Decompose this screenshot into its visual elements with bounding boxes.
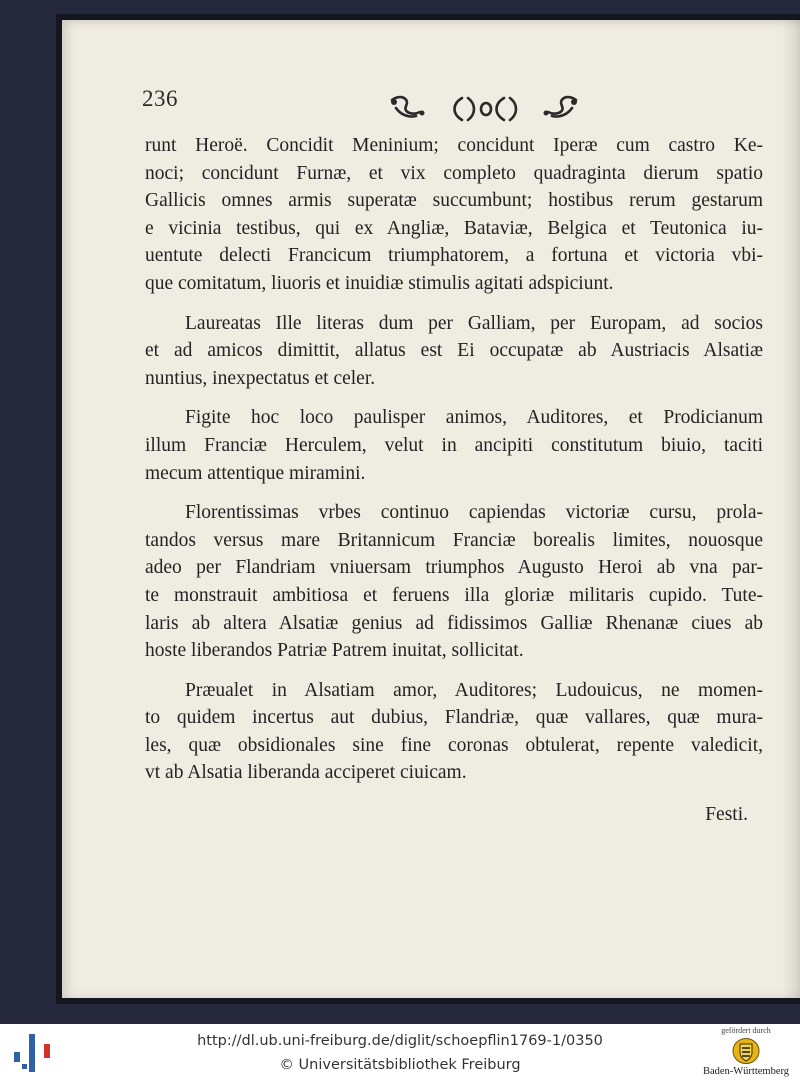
page-body bbox=[145, 132, 763, 799]
text-line: illum Franciæ Herculem, velut in ancipiti constitutum biuio, taciti bbox=[145, 434, 763, 456]
text-line: que comitatum, liuoris et inuidiæ stimulis agitati adspiciunt. bbox=[145, 272, 614, 294]
text-line: Gallicis omnes armis superatæ succumbunt; hostibus rerum gestarum bbox=[145, 190, 763, 212]
copyright-notice: © Universitätsbibliothek Freiburg bbox=[279, 1057, 521, 1073]
paragraph bbox=[145, 499, 763, 665]
text-line: uentute delecti Francicum triumphatorem, a fortuna et victoria vbi- bbox=[145, 245, 763, 267]
text-line: Laureatas Ille literas dum per Galliam, per Europam, ad socios bbox=[185, 312, 763, 334]
sponsor-badge[interactable] bbox=[700, 1026, 792, 1080]
header-ornament bbox=[386, 92, 582, 124]
text-line: tandos versus mare Britannicum Franciæ borealis limites, nouosque bbox=[145, 529, 763, 551]
permalink-url[interactable]: http://dl.ub.uni-freiburg.de/diglit/schoepflin1769-1/0350 bbox=[197, 1033, 603, 1049]
text-line: hoste liberandos Patriæ Patrem inuitat, sollicitat. bbox=[145, 640, 524, 662]
text-line: noci; concidunt Furnæ, et vix completo quadraginta dierum spatio bbox=[145, 162, 763, 184]
paragraph bbox=[145, 132, 763, 298]
text-line: Præualet in Alsatiam amor, Auditores; Ludouicus, ne momen- bbox=[185, 679, 763, 701]
text-line: te monstrauit ambitiosa et feruens illa gloriæ militaris cupido. Tute- bbox=[145, 584, 763, 606]
catchword: Festi. bbox=[705, 804, 748, 825]
sponsor-caption: gefördert durch bbox=[721, 1026, 771, 1035]
paragraph bbox=[145, 677, 763, 787]
coat-of-arms-icon bbox=[731, 1037, 761, 1065]
page-gutter bbox=[782, 20, 800, 998]
text-line: runt Heroë. Concidit Meninium; concidunt Iperæ cum castro Ke- bbox=[145, 135, 763, 156]
text-line: nuntius, inexpectatus et celer. bbox=[145, 367, 376, 389]
sponsor-name: Baden-Württemberg bbox=[702, 1066, 790, 1077]
page-number: 236 bbox=[142, 86, 178, 111]
text-line: Florentissimas vrbes continuo capiendas victoriæ cursu, prola- bbox=[185, 502, 763, 524]
text-line: mecum attentique miramini. bbox=[145, 462, 366, 484]
text-line: les, quæ obsidionales sine fine coronas obtulerat, repente valedicit, bbox=[145, 734, 763, 756]
text-line: to quidem incertus aut dubius, Flandriæ, quæ vallares, quæ mura- bbox=[145, 707, 763, 729]
text-line: adeo per Flandriam vniuersam triumphos Augusto Heroi ab vna par- bbox=[145, 557, 763, 579]
text-line: vt ab Alsatia liberanda acciperet ciuicam. bbox=[145, 762, 467, 784]
paragraph bbox=[145, 310, 763, 393]
text-line: Figite hoc loco paulisper animos, Auditores, et Prodicianum bbox=[185, 407, 763, 429]
paragraph bbox=[145, 404, 763, 487]
viewer-footer bbox=[0, 1024, 800, 1082]
text-line: e vicinia testibus, qui ex Angliæ, Bataviæ, Belgica et Teutonica iu- bbox=[145, 217, 763, 239]
text-line: laris ab altera Alsatiæ genius ad fidissimos Galliæ Rhenanæ ciues ab bbox=[145, 612, 763, 634]
text-line: et ad amicos dimittit, allatus est Ei occupatæ ab Austriacis Alsatiæ bbox=[145, 340, 763, 362]
